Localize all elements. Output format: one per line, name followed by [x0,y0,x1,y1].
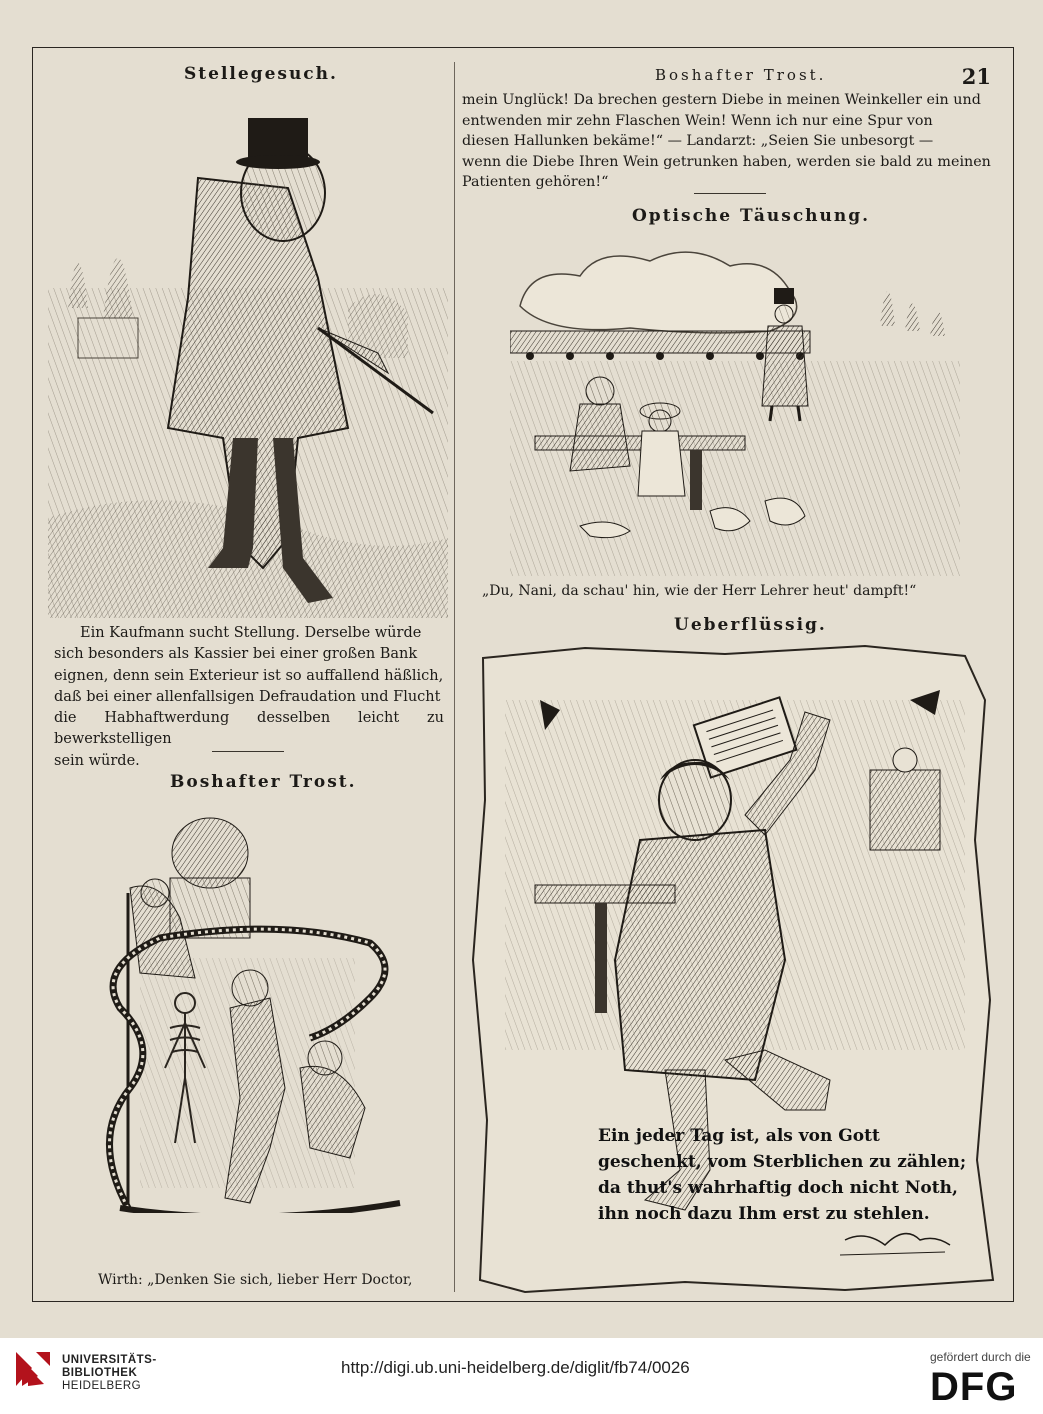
running-head: Boshafter Trost. [655,66,827,84]
title-optische-taeuschung: Optische Täuschung. [632,206,871,226]
poem-line: da thut's wahrhaftig doch nicht Noth, [598,1178,958,1198]
university-name-line: HEIDELBERG [62,1380,142,1392]
poem-line: geschenkt, vom Sterblichen zu zählen; [598,1152,967,1172]
text-line: mein Unglück! Da brechen gestern Diebe in meinen Weinkeller ein und [462,92,981,108]
illustration-train-children [510,236,960,576]
university-name-line: UNIVERSITÄTS- [62,1354,157,1366]
caption-optische-taeuschung: „Du, Nani, da schau' hin, wie der Herr Lehrer heut' dampft!“ [482,583,917,599]
text-line: wenn die Diebe Ihren Wein getrunken haben, werden sie bald zu meinen [462,153,991,170]
illustration-doctor-snake [100,808,405,1213]
paragraph-stellegesuch [54,623,444,772]
poem-line: ihn noch dazu Ihm erst zu stehlen. [598,1204,930,1224]
separator-rule [694,193,766,194]
text-line: eignen, denn sein Exterieur ist so auffallend häßlich, [54,667,444,684]
separator-rule [212,751,284,752]
text-line: entwenden mir zehn Flaschen Wein! Wenn ich nur eine Spur von [462,112,933,129]
university-name [62,1354,157,1393]
university-logo-icon [12,1348,54,1390]
poem-ueberfluessig [598,1123,967,1227]
university-name-line: BIBLIOTHEK [62,1367,138,1379]
title-stellegesuch: Stellegesuch. [184,64,338,84]
illustration-merchant [48,98,448,618]
permalink-url[interactable]: http://digi.ub.uni-heidelberg.de/diglit/fb74/0026 [341,1358,690,1377]
column-divider [454,62,455,1292]
text-line: Ein Kaufmann sucht Stellung. Derselbe würde [80,625,422,641]
caption-wirth: Wirth: „Denken Sie sich, lieber Herr Doctor, [98,1272,413,1288]
poem-line: Ein jeder Tag ist, als von Gott [598,1126,880,1146]
text-line: die Habhaftwerdung desselben leicht zu bewerkstelligen [54,710,444,748]
dfg-logo: DFG [930,1365,1018,1409]
title-boshafter-trost: Boshafter Trost. [170,772,357,792]
text-line: sein würde. [54,752,140,769]
text-line: sich besonders als Kassier bei einer großen Bank [54,646,418,663]
text-line: Patienten gehören!“ [462,174,609,190]
text-line: daß bei einer allenfallsigen Defraudation und Flucht [54,688,441,705]
paragraph-boshafter-trost-cont [462,90,992,193]
title-ueberfluessig: Ueberflüssig. [674,615,827,635]
text-line: diesen Hallunken bekäme!“ — Landarzt: „Seien Sie unbesorgt — [462,133,934,149]
page-number: 21 [961,64,991,89]
funded-by-label: gefördert durch die [930,1350,1031,1364]
